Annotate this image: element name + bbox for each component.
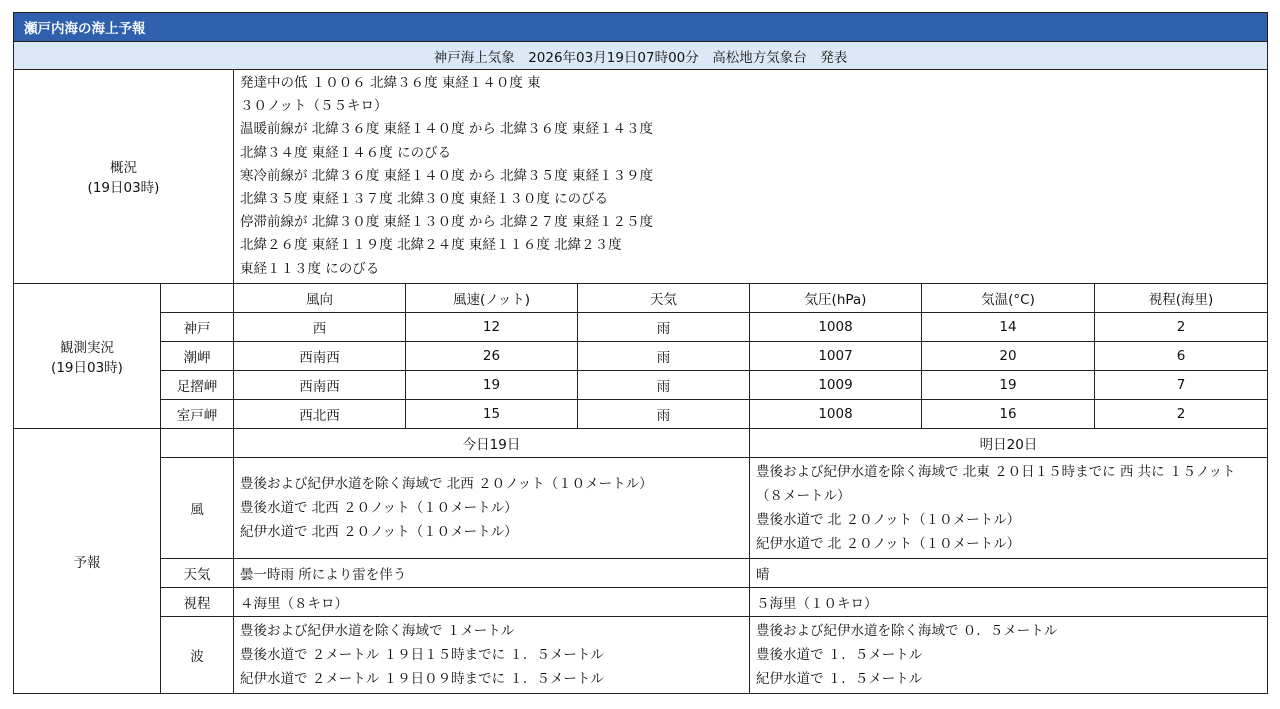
overview-line: 停滞前線が 北緯３０度 東経１３０度 から 北緯２７度 東経１２５度: [240, 214, 653, 231]
table-cell: 2: [1095, 399, 1268, 428]
forecast-line: 豊後水道で 北西 ２０ノット（１０メートル）: [240, 499, 518, 516]
station-name: 潮岬: [161, 341, 234, 370]
visibility-day1: ４海里（８キロ）: [234, 587, 750, 616]
forecast-day2-header: 明日20日: [750, 428, 1268, 457]
table-cell: 16: [922, 399, 1095, 428]
overview-label: 概況: [110, 160, 137, 177]
station-name: 足摺岬: [161, 370, 234, 399]
table-cell: 7: [1095, 370, 1268, 399]
wave-day2: [750, 616, 1268, 693]
weather-day2: 晴: [750, 558, 1268, 587]
overview-time: (19日03時): [87, 180, 160, 197]
observation-corner-cell: [161, 283, 234, 312]
overview-line: 東経１１３度 にのびる: [240, 260, 380, 277]
observation-label: 観測実況: [60, 339, 114, 356]
wave-label: 波: [161, 616, 234, 693]
forecast-line: 紀伊水道で ２メートル １９日０９時までに １．５メートル: [240, 670, 604, 687]
table-row: [14, 399, 1268, 428]
overview-line: 北緯３５度 東経１３７度 北緯３０度 東経１３０度 にのびる: [240, 191, 609, 208]
table-cell: 1008: [750, 399, 922, 428]
overview-line: 寒冷前線が 北緯３６度 東経１４０度 から 北緯３５度 東経１３９度: [240, 167, 653, 184]
forecast-line: 豊後水道で ２メートル １９日１５時までに １．５メートル: [240, 646, 604, 663]
overview-line: 北緯２６度 東経１１９度 北緯２４度 東経１１６度 北緯２３度: [240, 237, 622, 254]
table-row: [14, 312, 1268, 341]
table-cell: 西: [234, 312, 406, 341]
table-cell: 雨: [578, 370, 750, 399]
table-cell: 雨: [578, 312, 750, 341]
column-header: 風速(ノット): [406, 283, 578, 312]
observation-time: (19日03時): [51, 359, 123, 376]
forecast-label: 予報: [14, 428, 161, 693]
wind-day2: [750, 457, 1268, 558]
table-cell: 1009: [750, 370, 922, 399]
table-cell: 6: [1095, 341, 1268, 370]
wind-label: 風: [161, 457, 234, 558]
table-cell: 12: [406, 312, 578, 341]
publish-info: 神戸海上気象 2026年03月19日07時00分 高松地方気象台 発表: [14, 42, 1268, 70]
column-header: 天気: [578, 283, 750, 312]
visibility-day2: ５海里（１０キロ）: [750, 587, 1268, 616]
table-cell: 20: [922, 341, 1095, 370]
forecast-day1-header: 今日19日: [234, 428, 750, 457]
wind-day1: [234, 457, 750, 558]
table-cell: 2: [1095, 312, 1268, 341]
forecast-line: 豊後および紀伊水道を除く海域で ０．５メートル: [756, 622, 1058, 639]
forecast-table: [13, 12, 1268, 694]
table-cell: 15: [406, 399, 578, 428]
column-header: 気圧(hPa): [750, 283, 922, 312]
column-header: 気温(°C): [922, 283, 1095, 312]
station-name: 室戸岬: [161, 399, 234, 428]
overview-line: 温暖前線が 北緯３６度 東経１４０度 から 北緯３６度 東経１４３度: [240, 121, 653, 138]
forecast-line: 豊後および紀伊水道を除く海域で １メートル: [240, 622, 515, 639]
overview-line: 発達中の低 １００６ 北緯３６度 東経１４０度 東: [240, 75, 541, 91]
weather-label: 天気: [161, 558, 234, 587]
table-cell: 19: [406, 370, 578, 399]
overview-label-cell: [14, 70, 234, 284]
forecast-line: 紀伊水道で 北西 ２０ノット（１０メートル）: [240, 523, 518, 540]
table-cell: 西北西: [234, 399, 406, 428]
table-cell: 1008: [750, 312, 922, 341]
wave-day1: [234, 616, 750, 693]
overview-line: ３０ノット（５５キロ）: [240, 98, 388, 115]
forecast-line: 紀伊水道で 北 ２０ノット（１０メートル）: [756, 535, 1021, 552]
table-cell: 26: [406, 341, 578, 370]
forecast-line: 豊後および紀伊水道を除く海域で 北西 ２０ノット（１０メートル）: [240, 475, 653, 492]
table-row: [14, 370, 1268, 399]
weather-day1: 曇一時雨 所により雷を伴う: [234, 558, 750, 587]
forecast-line: 豊後水道で 北 ２０ノット（１０メートル）: [756, 511, 1021, 528]
visibility-label: 視程: [161, 587, 234, 616]
table-cell: 西南西: [234, 341, 406, 370]
overview-line: 北緯３４度 東経１４６度 にのびる: [240, 144, 452, 161]
column-header: 視程(海里): [1095, 283, 1268, 312]
table-cell: 雨: [578, 399, 750, 428]
table-cell: 19: [922, 370, 1095, 399]
forecast-line: 紀伊水道で １．５メートル: [756, 670, 923, 687]
station-name: 神戸: [161, 312, 234, 341]
forecast-line: 豊後および紀伊水道を除く海域で 北東 ２０日１５時までに 西 共に １５ノット（８メートル）: [756, 463, 1236, 504]
forecast-corner-cell: [161, 428, 234, 457]
table-cell: 西南西: [234, 370, 406, 399]
forecast-line: 豊後水道で １．５メートル: [756, 646, 923, 663]
overview-text: [234, 70, 1268, 284]
page-title: 瀬戸内海の海上予報: [14, 13, 1268, 42]
table-cell: 1007: [750, 341, 922, 370]
forecast-document: [13, 12, 1267, 694]
table-cell: 14: [922, 312, 1095, 341]
column-header: 風向: [234, 283, 406, 312]
observation-label-cell: [14, 283, 161, 428]
table-row: [14, 341, 1268, 370]
table-cell: 雨: [578, 341, 750, 370]
